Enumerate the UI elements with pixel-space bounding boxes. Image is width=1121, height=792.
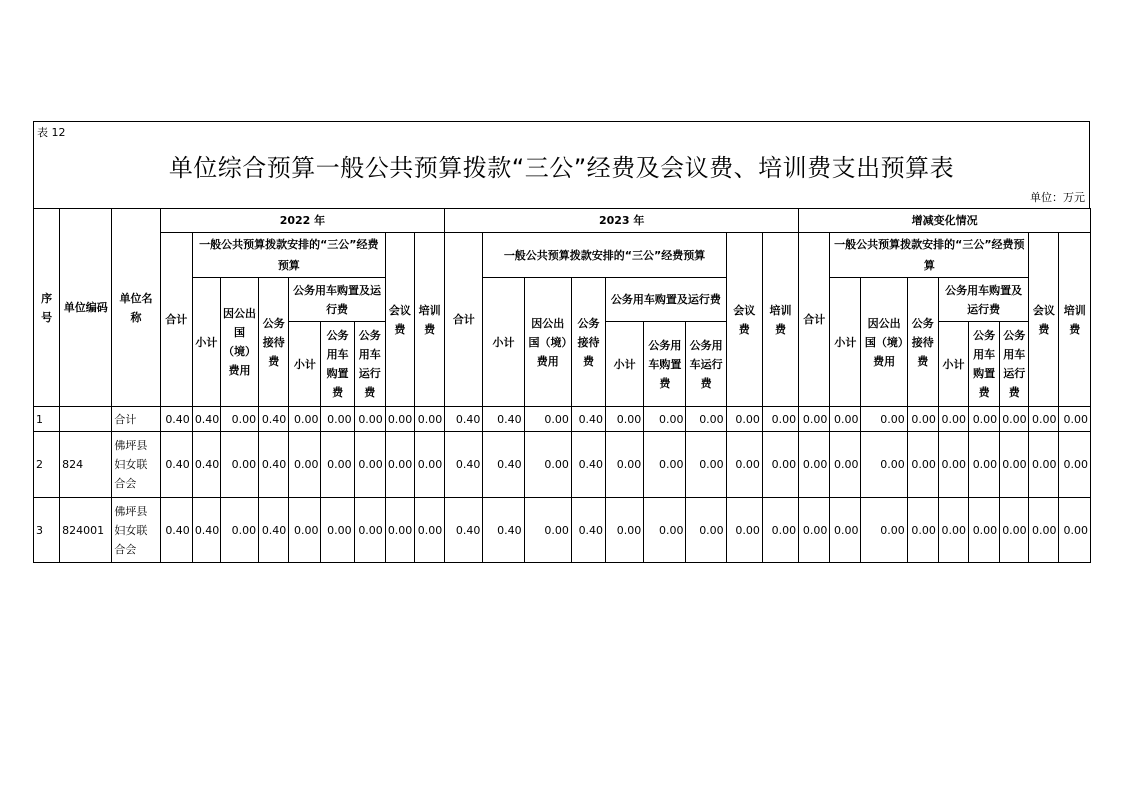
cell-value: 0.00	[726, 498, 762, 563]
cell-value: 0.00	[606, 407, 644, 432]
cell-value: 0.00	[289, 432, 321, 498]
cell-value: 0.00	[1059, 498, 1091, 563]
cell-value: 0.40	[445, 498, 483, 563]
header-reception: 公务接待费	[259, 278, 289, 407]
cell-value: 0.00	[385, 432, 414, 498]
header-abroad: 因公出国（境）费用	[524, 278, 571, 407]
table-body	[34, 407, 1091, 563]
cell-value: 0.00	[762, 498, 798, 563]
table-title-frame	[33, 121, 1090, 209]
cell-value: 0.00	[861, 432, 907, 498]
cell-value: 0.00	[799, 407, 830, 432]
cell-value: 0.00	[799, 432, 830, 498]
cell-value: 0.00	[907, 432, 938, 498]
cell-value: 0.00	[1029, 432, 1059, 498]
cell-value: 0.00	[938, 407, 968, 432]
header-subtotal: 小计	[192, 278, 220, 407]
cell-value: 0.00	[220, 432, 258, 498]
cell-value: 0.40	[483, 498, 524, 563]
cell-value: 0.40	[445, 432, 483, 498]
unit-label: 单位：万元	[1030, 191, 1085, 204]
header-reception: 公务接待费	[571, 278, 605, 407]
header-training: 培训费	[762, 233, 798, 407]
header-car: 公务用车购置及运行费	[606, 278, 727, 322]
cell-value: 0.00	[1059, 407, 1091, 432]
cell-value: 0.00	[969, 432, 1000, 498]
header-meeting: 会议费	[726, 233, 762, 407]
table-row	[34, 498, 1091, 563]
cell-value: 0.00	[644, 407, 686, 432]
header-sangong: 一般公共预算拨款安排的“三公”经费预算	[830, 233, 1029, 278]
header-car-run: 公务用车运行费	[354, 322, 385, 407]
cell-value: 0.00	[726, 407, 762, 432]
cell-value: 0.00	[220, 498, 258, 563]
cell-value: 0.00	[1000, 498, 1029, 563]
header-sangong: 一般公共预算拨款安排的“三公”经费预算	[192, 233, 385, 278]
cell-value: 0.40	[192, 432, 220, 498]
cell-value: 0.00	[644, 498, 686, 563]
header-year-2023: 2023 年	[445, 209, 799, 233]
cell-value: 0.40	[571, 432, 605, 498]
cell-value: 0.00	[524, 407, 571, 432]
page-title: 单位综合预算一般公共预算拨款“三公”经费及会议费、培训费支出预算表	[168, 154, 955, 182]
header-sangong: 一般公共预算拨款安排的“三公”经费预算	[483, 233, 726, 278]
cell-value: 0.00	[321, 432, 354, 498]
header-meeting: 会议费	[385, 233, 414, 407]
cell-seq: 1	[34, 407, 60, 432]
header-training: 培训费	[1059, 233, 1091, 407]
cell-value: 0.00	[220, 407, 258, 432]
cell-value: 0.00	[385, 498, 414, 563]
cell-value: 0.00	[969, 498, 1000, 563]
cell-value: 0.00	[644, 432, 686, 498]
header-car-buy: 公务用车购置费	[969, 322, 1000, 407]
cell-value: 0.00	[686, 407, 726, 432]
cell-value: 0.40	[483, 407, 524, 432]
cell-value: 0.40	[160, 498, 192, 563]
header-name: 单位名称	[112, 209, 160, 407]
cell-value: 0.00	[414, 432, 444, 498]
cell-value: 0.00	[321, 407, 354, 432]
cell-value: 0.00	[1000, 407, 1029, 432]
cell-seq: 2	[34, 432, 60, 498]
cell-value: 0.00	[907, 407, 938, 432]
cell-value: 0.00	[938, 498, 968, 563]
cell-value: 0.40	[571, 498, 605, 563]
header-abroad: 因公出国（境）费用	[220, 278, 258, 407]
header-subtotal: 小计	[483, 278, 524, 407]
cell-value: 0.40	[445, 407, 483, 432]
header-car-subtotal: 小计	[938, 322, 968, 407]
cell-name: 合计	[112, 407, 160, 432]
cell-value: 0.00	[861, 498, 907, 563]
header-abroad: 因公出国（境）费用	[861, 278, 907, 407]
header-car-run: 公务用车运行费	[1000, 322, 1029, 407]
cell-value: 0.00	[524, 432, 571, 498]
cell-value: 0.00	[289, 407, 321, 432]
cell-value: 0.00	[938, 432, 968, 498]
cell-value: 0.40	[571, 407, 605, 432]
cell-name: 佛坪县妇女联合会	[112, 498, 160, 563]
header-subtotal: 小计	[830, 278, 861, 407]
cell-value: 0.00	[524, 498, 571, 563]
cell-value: 0.00	[414, 498, 444, 563]
header-change: 增减变化情况	[799, 209, 1091, 233]
header-car-subtotal: 小计	[606, 322, 644, 407]
cell-value: 0.00	[726, 432, 762, 498]
header-car: 公务用车购置及运行费	[938, 278, 1028, 322]
cell-value: 0.00	[762, 432, 798, 498]
table-row	[34, 432, 1091, 498]
cell-value: 0.00	[799, 498, 830, 563]
cell-value: 0.00	[1029, 407, 1059, 432]
cell-value: 0.00	[830, 498, 861, 563]
cell-code: 824	[60, 432, 112, 498]
header-year-2022: 2022 年	[160, 209, 445, 233]
cell-value: 0.00	[414, 407, 444, 432]
cell-value: 0.00	[830, 407, 861, 432]
cell-value: 0.00	[830, 432, 861, 498]
cell-value: 0.00	[907, 498, 938, 563]
header-total: 合计	[160, 233, 192, 407]
cell-value: 0.00	[1000, 432, 1029, 498]
cell-value: 0.00	[385, 407, 414, 432]
cell-value: 0.40	[259, 432, 289, 498]
table-number: 表 12	[37, 126, 66, 139]
header-car: 公务用车购置及运行费	[289, 278, 386, 322]
cell-value: 0.40	[259, 498, 289, 563]
cell-code: 824001	[60, 498, 112, 563]
cell-value: 0.40	[192, 498, 220, 563]
cell-value: 0.40	[160, 432, 192, 498]
cell-value: 0.40	[483, 432, 524, 498]
cell-value: 0.00	[762, 407, 798, 432]
cell-value: 0.00	[1029, 498, 1059, 563]
header-total: 合计	[799, 233, 830, 407]
cell-value: 0.00	[321, 498, 354, 563]
cell-name: 佛坪县妇女联合会	[112, 432, 160, 498]
budget-table	[33, 208, 1091, 563]
cell-value: 0.00	[861, 407, 907, 432]
cell-seq: 3	[34, 498, 60, 563]
cell-value: 0.00	[686, 432, 726, 498]
cell-value: 0.00	[354, 498, 385, 563]
cell-value: 0.00	[354, 407, 385, 432]
header-total: 合计	[445, 233, 483, 407]
cell-value: 0.00	[1059, 432, 1091, 498]
header-car-buy: 公务用车购置费	[644, 322, 686, 407]
cell-code	[60, 407, 112, 432]
header-reception: 公务接待费	[907, 278, 938, 407]
cell-value: 0.40	[160, 407, 192, 432]
header-car-run: 公务用车运行费	[686, 322, 726, 407]
header-seq: 序号	[34, 209, 60, 407]
header-car-buy: 公务用车购置费	[321, 322, 354, 407]
cell-value: 0.40	[259, 407, 289, 432]
cell-value: 0.00	[606, 432, 644, 498]
cell-value: 0.00	[289, 498, 321, 563]
cell-value: 0.00	[969, 407, 1000, 432]
header-code: 单位编码	[60, 209, 112, 407]
header-training: 培训费	[414, 233, 444, 407]
table-row	[34, 407, 1091, 432]
cell-value: 0.40	[192, 407, 220, 432]
cell-value: 0.00	[606, 498, 644, 563]
header-meeting: 会议费	[1029, 233, 1059, 407]
cell-value: 0.00	[686, 498, 726, 563]
cell-value: 0.00	[354, 432, 385, 498]
header-car-subtotal: 小计	[289, 322, 321, 407]
